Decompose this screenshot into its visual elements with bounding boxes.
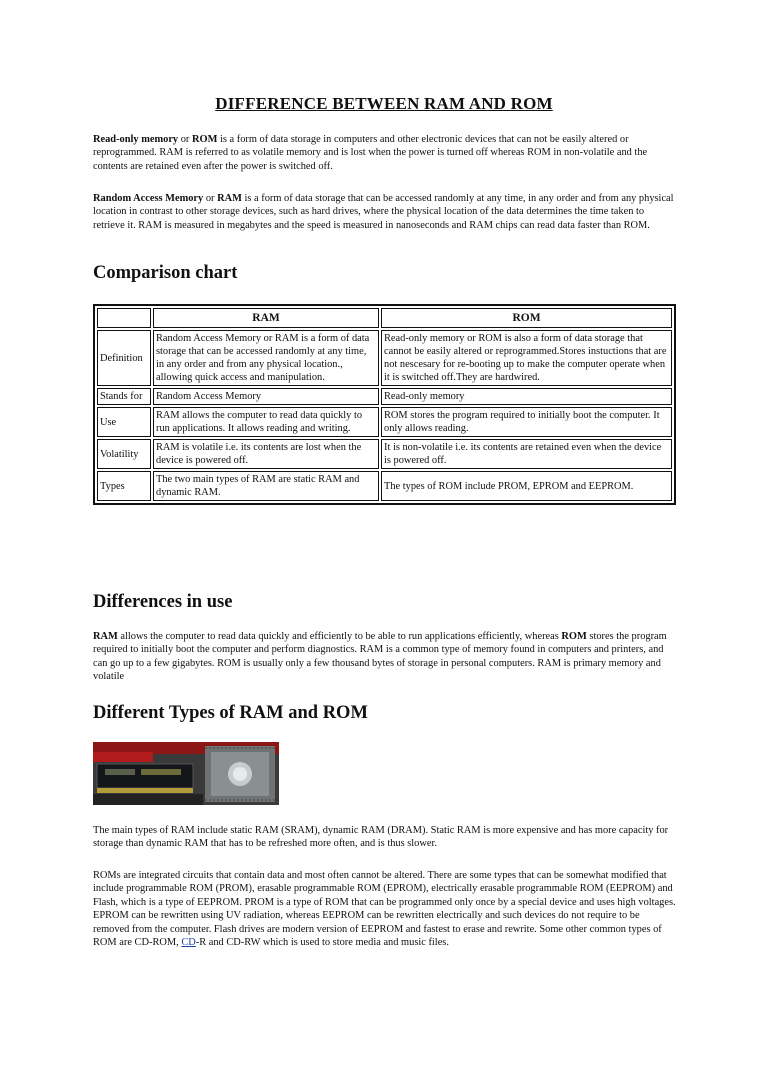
rom-cell: It is non-volatile i.e. its contents are retained even when the device is powered off. — [381, 439, 672, 469]
rom-cell: Read-only memory — [381, 388, 672, 405]
row-label: Types — [97, 471, 151, 501]
rom-cell: The types of ROM include PROM, EPROM and EEPROM. — [381, 471, 672, 501]
ram-cell: Random Access Memory — [153, 388, 379, 405]
cd-link[interactable]: CD — [181, 937, 196, 949]
types-paragraph-1: The main types of RAM include static RAM (SRAM), dynamic RAM (DRAM). Static RAM is more expensive and has more capacity for storage than dynamic RAM that has to be refreshed more often, and is thus slower. — [93, 825, 669, 850]
table-row — [97, 407, 672, 437]
rom-term: Read-only memory — [93, 134, 179, 145]
document-title: DIFFERENCE BETWEEN RAM AND ROM — [215, 94, 553, 113]
ram-cell: RAM allows the computer to read data quickly to run applications. It allows reading and writing. — [153, 407, 379, 437]
comparison-table — [93, 304, 676, 505]
intro-rom-paragraph: Read-only memory or ROM is a form of data storage in computers and other electronic devices that can not be easily altered or reprogrammed. RAM is referred to as volatile memory and is lost when the power is turned off whereas ROM in non-volatile and the contents are retained even after the power is switched off. — [93, 134, 648, 172]
differences-heading: Differences in use — [93, 592, 233, 612]
row-label: Definition — [97, 330, 151, 386]
table-row — [97, 330, 672, 386]
ram-term: Random Access Memory — [93, 193, 204, 204]
rom-abbr: ROM — [192, 134, 218, 145]
ram-cell: Random Access Memory or RAM is a form of data storage that can be accessed randomly at any time, in any order and from any physical location., allowing quick access and manipulation. — [153, 330, 379, 386]
intro-ram-paragraph: Random Access Memory or RAM is a form of data storage that can be accessed randomly at any time, in any order and from any physical location in contrast to other storage devices, such as hard drives, where the physical location of the data determines the time taken to retrieve it. RAM is measured in megabytes and the speed is measured in nanoseconds and RAM chips can read data faster than ROM. — [93, 193, 674, 231]
table-row — [97, 471, 672, 501]
header-rom: ROM — [381, 308, 672, 328]
table-header-row — [97, 308, 672, 328]
comparison-heading: Comparison chart — [93, 263, 238, 283]
header-empty — [97, 308, 151, 328]
ram-abbr: RAM — [217, 193, 242, 204]
row-label: Volatility — [97, 439, 151, 469]
types-heading: Different Types of RAM and ROM — [93, 703, 368, 723]
row-label: Use — [97, 407, 151, 437]
differences-paragraph: RAM allows the computer to read data quickly and efficiently to be able to run applications efficiently, whereas ROM stores the program required to initially boot the computer and perform diagnostics. RAM is a common type of memory found in computers and printers, and can go up to a few gigabytes. ROM is usually only a few thousand bytes of storage in personal computers. RAM is primary memory and volatile — [93, 631, 667, 683]
types-paragraph-2: ROMs are integrated circuits that contain data and most often cannot be altered. There are some types that can be somewhat modified that include programmable ROM (PROM), erasable programmable ROM (EPROM), electrically erasable programmable ROM (EEPROM) and Flash, which is a type of EEPROM. PROM is a type of ROM that can be programmed only once by a special device and uses high voltages. EPROM can be rewritten using UV radiation, whereas EEPROM can be rewritten electrically and such devices do not require to be removed from the computer. Flash drives are modern version of EEPROM and fastest to erase and rewrite. Some other common types of ROM are CD-ROM, CD-R and CD-RW which is used to store media and music files. — [93, 870, 676, 949]
header-ram: RAM — [153, 308, 379, 328]
table-row — [97, 388, 672, 405]
memory-chips-photo — [93, 742, 279, 805]
ram-cell: The two main types of RAM are static RAM and dynamic RAM. — [153, 471, 379, 501]
memory-chips-illustration — [93, 742, 279, 805]
ram-cell: RAM is volatile i.e. its contents are lost when the device is powered off. — [153, 439, 379, 469]
table-row — [97, 439, 672, 469]
rom-cell: Read-only memory or ROM is also a form of data storage that cannot be easily altered or reprogrammed.Stores instuctions that are not nescesary for re-booting up to make the computer operate when it is switched off.They are hardwired. — [381, 330, 672, 386]
rom-cell: ROM stores the program required to initially boot the computer. It only allows reading. — [381, 407, 672, 437]
row-label: Stands for — [97, 388, 151, 405]
